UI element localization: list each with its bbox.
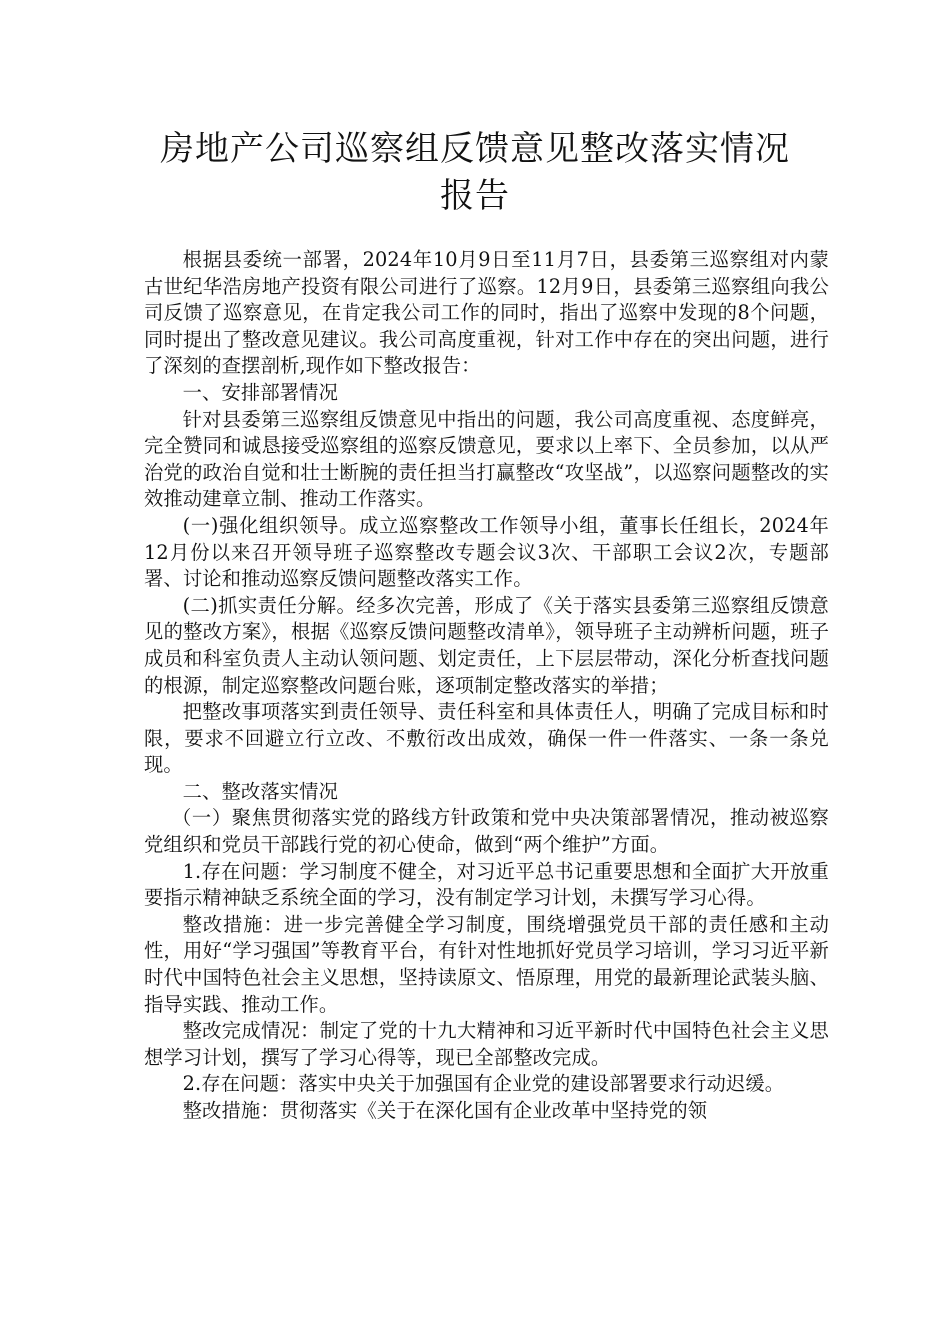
title-line-2: 报告: [440, 176, 510, 216]
title-line-1: 房地产公司巡察组反馈意见整改落实情况: [160, 129, 790, 169]
paragraph: （一）聚焦贯彻落实党的路线方针政策和党中央决策部署情况，推动被巡察党组织和党员干部践行党的初心使命，做到“两个维护”方面。: [144, 806, 829, 857]
paragraph: 针对县委第三巡察组反馈意见中指出的问题，我公司高度重视、态度鲜亮，完全赞同和诚恳接受巡察组的巡察反馈意见，要求以上率下、全员参加，以从严治党的政治自觉和壮士断腕的责任担当打赢整改“攻坚战”，以巡察问题整改的实效推动建章立制、推动工作落实。: [144, 407, 829, 511]
section-heading-2: 二、整改落实情况: [182, 779, 339, 803]
document-title: [120, 126, 830, 220]
paragraph: 1.存在问题：学习制度不健全，对习近平总书记重要思想和全面扩大开放重要指示精神缺乏系统全面的学习，没有制定学习计划，未撰写学习心得。: [144, 859, 829, 910]
paragraph-intro: 根据县委统一部署，2024年10月9日至11月7日，县委第三巡察组对内蒙古世纪华浩房地产投资有限公司进行了巡察。12月9日，县委第三巡察组向我公司反馈了巡察意见，在肯定我公司工作的同时，指出了巡察中发现的8个问题，同时提出了整改意见建议。我公司高度重视，针对工作中存在的突出问题，进行了深刻的查摆剖析,现作如下整改报告：: [144, 248, 829, 378]
paragraph: (二)抓实责任分解。经多次完善，形成了《关于落实县委第三巡察组反馈意见的整改方案》，根据《巡察反馈问题整改清单》，领导班子主动辨析问题，班子成员和科室负责人主动认领问题、划定责任，上下层层带动，深化分析查找问题的根源，制定巡察整改问题台账，逐项制定整改落实的举措；: [144, 593, 829, 697]
paragraph: 2.存在问题：落实中央关于加强国有企业党的建设部署要求行动迟缓。: [182, 1072, 785, 1096]
document-body: [144, 247, 829, 1125]
paragraph: 整改措施：贯彻落实《关于在深化国有企业改革中坚持党的领: [182, 1099, 708, 1122]
paragraph: 把整改事项落实到责任领导、责任科室和具体责任人，明确了完成目标和时限，要求不回避立行立改、不敷衍改出成效，确保一件一件落实、一条一条兑现。: [144, 700, 829, 777]
section-heading-1: 一、安排部署情况: [182, 380, 339, 404]
paragraph: (一)强化组织领导。成立巡察整改工作领导小组，董事长任组长，2024年12月份以来召开领导班子巡察整改专题会议3次、干部职工会议2次，专题部署、讨论和推动巡察反馈问题整改落实工作。: [144, 513, 829, 591]
paragraph: 整改措施：进一步完善健全学习制度，围绕增强党员干部的责任感和主动性，用好“学习强国”等教育平台，有针对性地抓好党员学习培训，学习习近平新时代中国特色社会主义思想，坚持读原文、悟原理，用党的最新理论武装头脑、指导实践、推动工作。: [144, 912, 829, 1016]
paragraph: 整改完成情况：制定了党的十九大精神和习近平新时代中国特色社会主义思想学习计划，撰写了学习心得等，现已全部整改完成。: [144, 1019, 829, 1069]
